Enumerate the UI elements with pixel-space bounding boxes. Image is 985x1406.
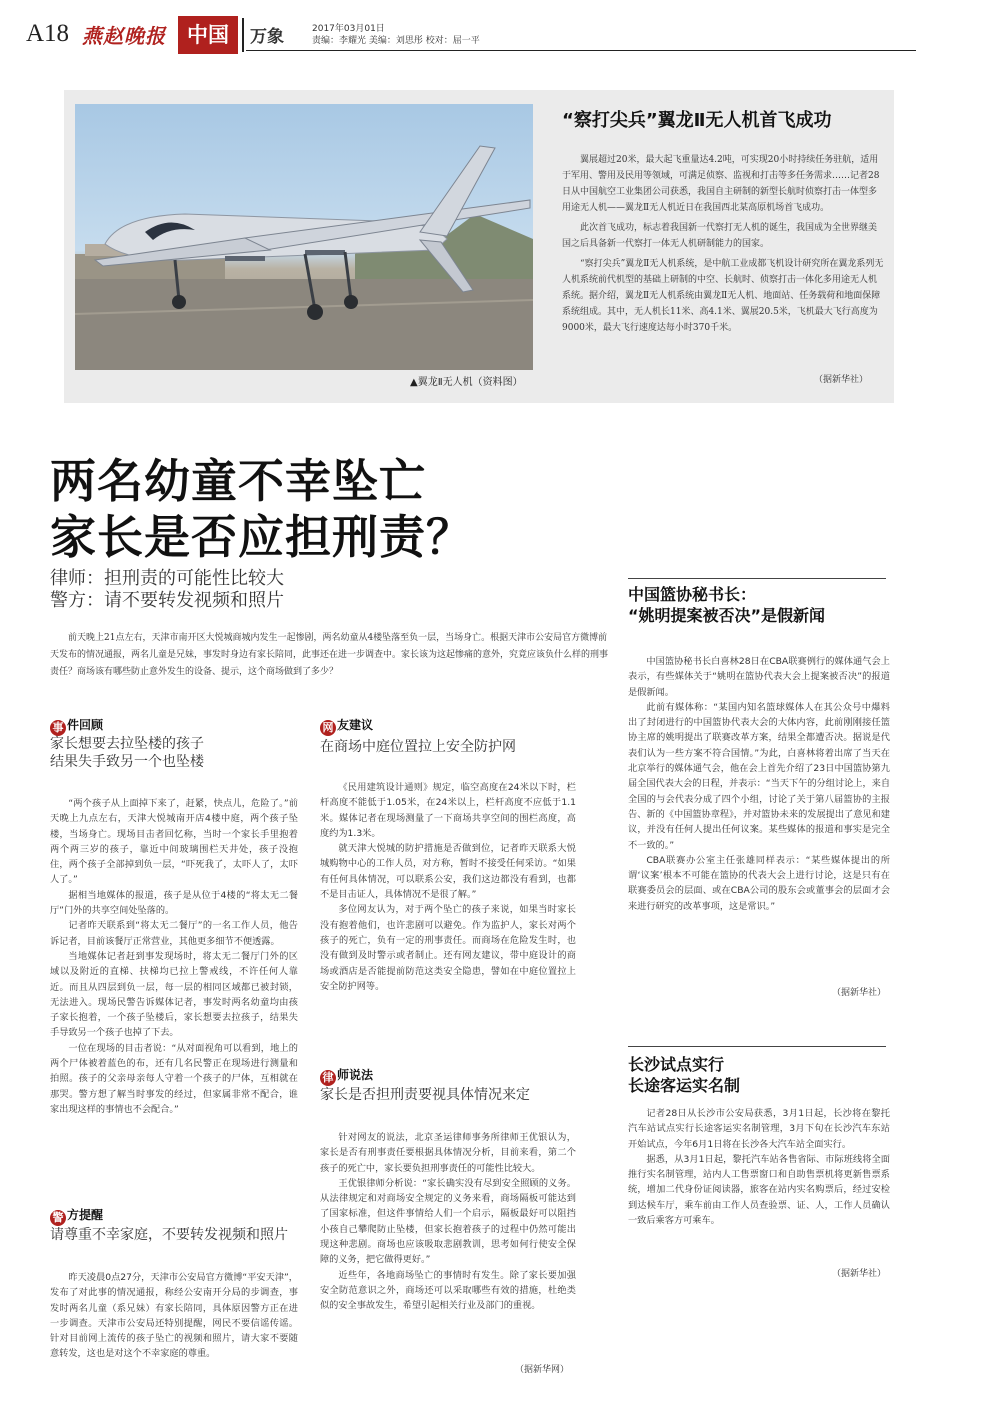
netizen-paragraph: 多位网友认为，对于两个坠亡的孩子来说，如果当时家长没有抱着他们，也许悲剧可以避免。作为监护人，家长对两个孩子的死亡，负有一定的刑事责任。而商场在危险发生时，也没有做到及时警示或者制止。还有网友建议，带中庭设计的商场或酒店是否能提前防范这类安全隐患，譬如在中庭位置拉上安全防护网等。 (320, 904, 576, 992)
event-paragraph: 记者昨天联系到“将太无二餐厅”的一名工作人员，他告诉记者，目前该餐厅正常营业，其他更多细节不便透露。 (50, 920, 298, 947)
right-story1-source: （据新华社） (832, 988, 887, 998)
event-paragraph: “两个孩子从上面掉下来了，赶紧，快点儿，危险了。”前天晚上九点左右，天津大悦城南开店4楼中庭，两个孩子坠楼，当场身亡。现场目击者回忆称，当时一个家长手里抱着两个两三岁的孩子，靠近中间玻璃围栏天井处，孩子没抱住，两个孩子全部掉到负一层，“吓死我了，太吓人了，太吓人了。” (50, 798, 298, 886)
photo-caption: ▲翼龙Ⅱ无人机（资料图） (410, 377, 523, 388)
event-section-tag (50, 716, 103, 736)
drone-source: （据新华社） (814, 375, 869, 385)
drone-headline: “察打尖兵”翼龙Ⅱ无人机首飞成功 (562, 110, 832, 131)
drone-photo (75, 104, 533, 370)
right-story2-paragraph: 记者28日从长沙市公安局获悉，3月1日起，长沙将在黎托汽车站试点实行长途客运实名制管理，3月下旬在长沙汽车东站开始试点，今年6月1日将在长沙各大汽车站全面实行。 (628, 1108, 890, 1150)
police-tag-char: 警 (50, 1210, 66, 1226)
right-story1-paragraph: CBA联赛办公室主任张雄同样表示：“某些媒体提出的所谓‘议案’根本不可能在篮协的代表大会上进行讨论，这是只有在联赛委员会的层面、或在CBA公司的股东会或董事会的层面才会来进行研究的改革事项，这是常识。” (628, 854, 890, 912)
right-story1-paragraph: 此前有媒体称：“某国内知名篮球媒体人在其公众号中爆料出了封闭进行的中国篮协代表大会的大体内容，此前刚刚接任篮协主席的姚明提出了联赛改革方案，结果全都遭否决。据说是代表们认为一些方案不符合国情。”为此，白喜林将着出席了当天在北京举行的媒体通气会，他在会上首先介绍了23日中国篮协第九届全国代表大会的日程，并表示：“当天下午的分组讨论上，来自全国的与会代表分成了四个小组，讨论了关于第八届篮协的主报告、新的《中国篮协章程》，并对篮协未来的发展提出了意见和建议，并没有任何人提出任何议案。某些媒体的报道和事实是完全不一致的。” (628, 701, 891, 851)
police-body (50, 1270, 298, 1362)
lawyer-body (320, 1130, 576, 1314)
event-subhead-line2: 结果失手致另一个也坠楼 (50, 754, 204, 770)
netizen-tag-char: 网 (320, 720, 336, 736)
page-number: A18 (26, 20, 70, 47)
lawyer-subhead: 家长是否担刑责要视具体情况来定 (320, 1087, 530, 1103)
event-body (50, 796, 298, 1117)
lawyer-paragraph: 针对网友的说法，北京圣运律师事务所律师王优银认为，家长是否有刑事责任要根据具体情况分析，目前来看，第二个孩子的死亡中，家长要负担刑事责任的可能性比较大。 (320, 1132, 576, 1174)
masthead-divider (242, 18, 244, 52)
right-story2-rule (628, 1046, 886, 1047)
police-section-tag (50, 1206, 103, 1226)
newspaper-name: 燕赵晚报 (82, 24, 166, 48)
lawyer-tag-char: 律 (320, 1070, 336, 1086)
lawyer-source: （据新华网） (515, 1365, 570, 1375)
police-tag-rest: 方提醒 (67, 1208, 104, 1222)
editors-credit: 责编：李耀光 美编：刘思彤 校对：屈一平 (312, 36, 480, 46)
masthead-rule (246, 50, 916, 51)
event-subhead-line1: 家长想要去拉坠楼的孩子 (50, 736, 204, 752)
netizen-subhead: 在商场中庭位置拉上安全防护网 (320, 739, 516, 755)
netizen-paragraph: 就天津大悦城的防护措施是否做到位，记者昨天联系大悦城购物中心的工作人员，对方称，暂时不接受任何采访。“如果有任何具体情况，可以联系公安，我们这边都没有看到，也都不是目击证人，具体情况不是很了解。” (320, 843, 576, 901)
main-headline-line1: 两名幼童不幸坠亡 (50, 454, 426, 508)
lawyer-paragraph: 王优银律师分析说：“家长确实没有尽到安全照顾的义务。从法律规定和对商场安全规定的义务来看，商场隔板可能达到了国家标准，但这件事情给人们一个启示，隔板最好可以阻挡小孩自己攀爬防止坠楼，但家长抱着孩子的过程中仍然可能出现这种悲剧。商场也应该吸取悲剧教训，思考如何行使安全保障的义务，把它做得更好。” (320, 1177, 576, 1266)
event-paragraph: 据相当地媒体的报道，孩子是从位于4楼的“将太无二餐厅”门外的共享空间处坠落的。 (50, 889, 298, 917)
event-tag-char: 事 (50, 720, 66, 736)
netizen-section-tag (320, 716, 373, 736)
lawyer-tag-rest: 师说法 (337, 1068, 374, 1082)
right-story1-rule (628, 578, 886, 579)
netizen-body (320, 780, 576, 994)
main-subhead-line2: 警方：请不要转发视频和照片 (50, 590, 284, 611)
main-lead-paragraph: 前天晚上21点左右，天津市南开区大悦城商城内发生一起惨剧，两名幼童从4楼坠落至负一层，当场身亡。根据天津市公安局官方微博前天发布的情况通报，两名儿童是兄妹，事发时身边有家长陪同，此事还在进一步调查中。家长该为这起惨痛的意外，究竟应该负什么样的刑事责任？商场该有哪些防止意外发生的设备、提示，这个商场做到了多少？ (50, 633, 609, 677)
right-story2-source: （据新华社） (832, 1269, 887, 1279)
main-subhead-line1: 律师：担刑责的可能性比较大 (50, 568, 284, 589)
right-story2-body (628, 1106, 890, 1228)
event-paragraph: 一位在现场的目击者说：“从对面视角可以看到，地上的两个尸体被着蓝色的布，还有几名民警正在现场进行测量和拍照。孩子的父亲母亲每人守着一个孩子的尸体，互相就在那哭。警方想了解当时事发的经过，但家属非常不配合，谁家出现这样的事情也不会配合。” (50, 1042, 298, 1115)
drone-paragraph: 翼展超过20米，最大起飞重量达4.2吨，可实现20小时持续任务驻航，适用于军用、警用及民用等领域，可满足侦察、监视和打击等多任务需求……记者28日从中国航空工业集团公司获悉，我国自主研制的新型长航时侦察打击一体型多用途无人机——翼龙Ⅱ无人机近日在我国西北某高原机场首飞成功。 (562, 155, 880, 213)
right-story2-paragraph: 据悉，从3月1日起，黎托汽车站各售省际、市际班线将全面推行实名制管理，站内人工售票窗口和自助售票机将更新售票系统，增加二代身份证阅读器，旅客在站内实名购票后，经过安检到达候车厅，乘车前由工作人员查验票、证、人，工作人员确认一致后乘客方可乘车。 (628, 1153, 890, 1227)
drone-paragraph: “察打尖兵”翼龙Ⅱ无人机系统，是中航工业成都飞机设计研究所在翼龙系列无人机系统前代机型的基础上研制的中空、长航时、侦察打击一体化多用途无人机系统。据介绍，翼龙Ⅱ无人机系统由翼龙Ⅱ无人机、地面站、任务载荷和地面保障系统组成。其中，无人机长11米、高4.1米、翼展20.5米，飞机最大飞行高度为9000米，最大飞行速度达每小时370千米。 (562, 259, 884, 333)
right-story1-body (628, 654, 890, 914)
drone-illustration (75, 104, 533, 370)
right-story2-title-line2: 长途客运实名制 (628, 1076, 741, 1095)
right-story2-title-line1: 长沙试点实行 (628, 1055, 725, 1074)
lawyer-section-tag (320, 1066, 373, 1086)
police-subhead: 请尊重不幸家庭，不要转发视频和照片 (50, 1227, 288, 1243)
section-name: 万象 (250, 27, 284, 47)
main-headline-line2: 家长是否应担刑责？ (50, 510, 473, 564)
netizen-tag-rest: 友建议 (337, 718, 374, 732)
edition-badge: 中国 (178, 16, 238, 54)
event-tag-rest: 件回顾 (67, 718, 104, 732)
drone-paragraph: 此次首飞成功，标志着我国新一代察打无人机的诞生，我国成为全世界继美国之后具备新一代察打一体无人机研制能力的国家。 (562, 223, 878, 249)
drone-article-body (562, 152, 884, 340)
netizen-paragraph: 《民用建筑设计通则》规定，临空高度在24米以下时，栏杆高度不能低于1.05米，在24米以上，栏杆高度不应低于1.1米。媒体记者在现场测量了一下商场共享空间的围栏高度，高度约为1.3米。 (320, 782, 576, 839)
issue-date: 2017年03月01日 (312, 24, 385, 34)
right-story1-title-line2: “姚明提案被否决”是假新闻 (628, 606, 826, 625)
right-story1-title-line1: 中国篮协秘书长： (628, 585, 757, 604)
lawyer-paragraph: 近些年，各地商场坠亡的事情时有发生。除了家长要加强安全防范意识之外，商场还可以采取哪些有效的措施，杜绝类似的安全事故发生，希望引起相关行业及部门的重视。 (320, 1269, 576, 1312)
event-paragraph: 当地媒体记者赶到事发现场时，将太无二餐厅门外的区域以及附近的直梯、扶梯均已拉上警戒线，不许任何人靠近。而且从四层到负一层，每一层的相同区域都已被封锁，无法进入。现场民警告诉媒体记者，事发时两名幼童均由孩子家长抱着，一个孩子坠楼后，家长想要去拉孩子，结果失手导致另一个孩子也掉了下去。 (50, 950, 298, 1039)
right-story1-paragraph: 中国篮协秘书长白喜林28日在CBA联赛例行的媒体通气会上表示，有些媒体关于“姚明在篮协代表大会上提案被否决”的报道是假新闻。 (628, 656, 890, 698)
police-paragraph: 昨天凌晨0点27分，天津市公安局官方微博“平安天津”，发布了对此事的情况通报，称经公安南开分局的步调查，事发时两名儿童（系兄妹）有家长陪同，具体原因警方正在进一步调查。天津市公安局还特别提醒，网民不要信谣传谣。针对目前网上流传的孩子坠亡的视频和照片，请大家不要随意转发，这也是对这个不幸家庭的尊重。 (50, 1272, 298, 1360)
